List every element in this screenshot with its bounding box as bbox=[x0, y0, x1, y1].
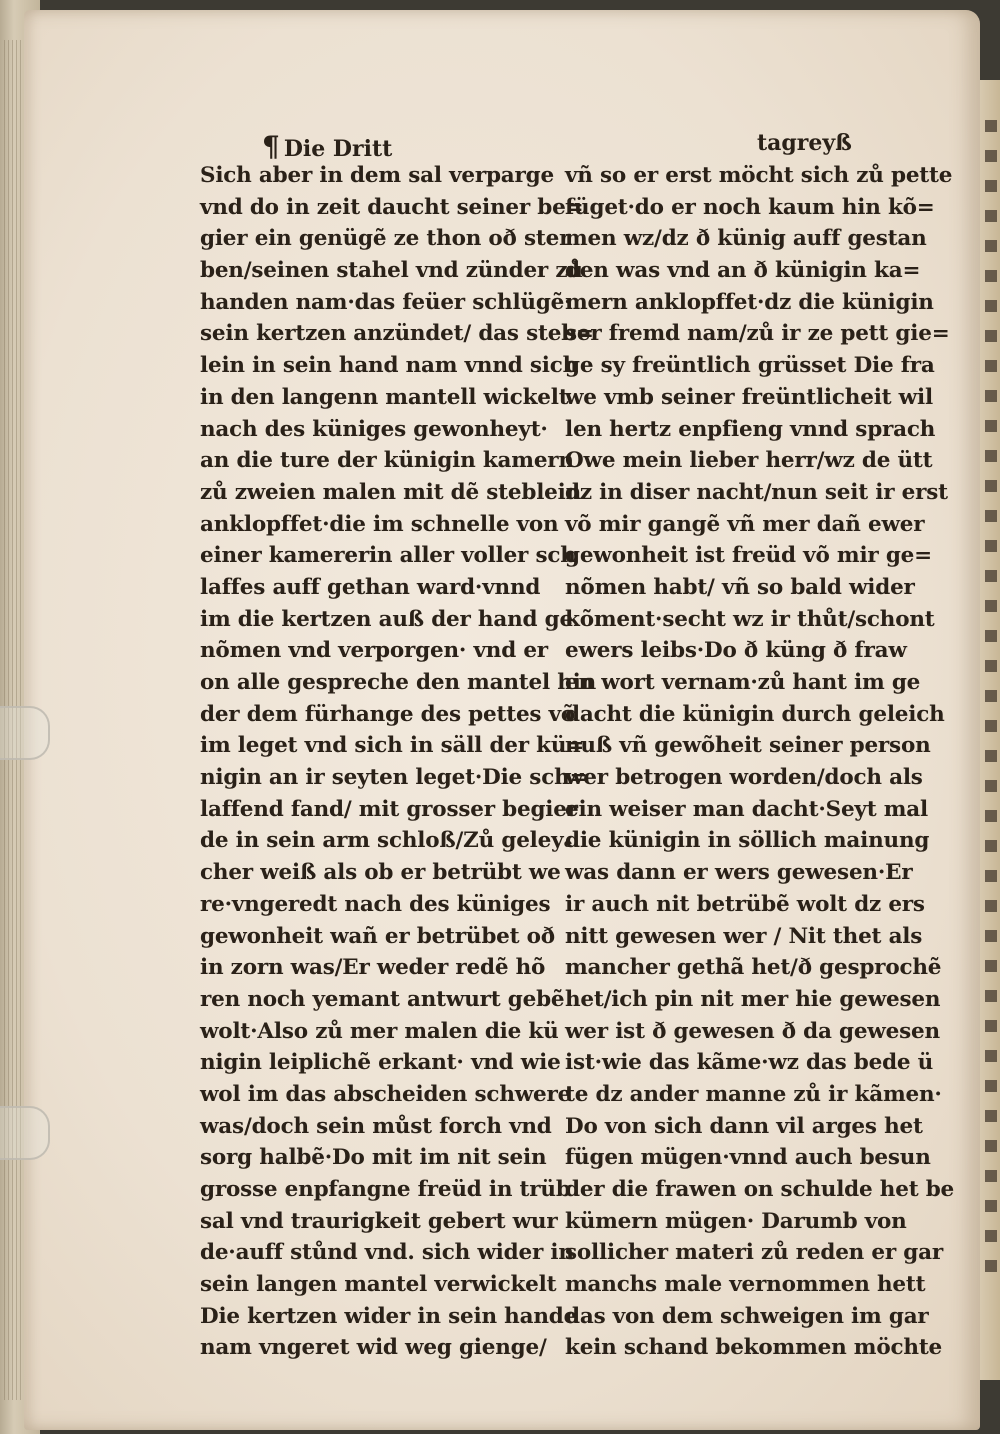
text-line: im leget vnd sich in säll der kü= bbox=[200, 733, 585, 759]
text-line: ren noch yemant antwurt gebẽ bbox=[200, 986, 565, 1012]
text-line: wer ist ð gewesen ð da gewesen bbox=[565, 1018, 940, 1044]
text-line: ge sy freüntlich grüsset Die fra bbox=[565, 353, 935, 379]
text-line: de in sein arm schloß/Zů geleyₑ bbox=[200, 828, 573, 854]
text-line: ben/seinen stahel vnd zünder zů bbox=[200, 258, 583, 284]
text-line: gewonheit wañ er betrübet oð bbox=[200, 923, 555, 949]
text-line: handen nam·das feüer schlügẽ· bbox=[200, 289, 572, 315]
text-line: dacht die künigin durch geleich bbox=[565, 701, 945, 727]
text-line: we vmb seiner freüntlicheit wil bbox=[565, 384, 933, 410]
text-line: gewonheit ist freüd võ mir ge= bbox=[565, 543, 932, 569]
text-line: wol im das abscheiden schwere bbox=[200, 1081, 572, 1107]
text-line: len hertz enpfieng vnnd sprach bbox=[565, 416, 936, 442]
text-line: Do von sich dann vil arges het bbox=[565, 1113, 923, 1139]
text-line: was/doch sein můst forch vnd bbox=[200, 1113, 552, 1139]
text-line: Die kertzen wider in sein hande bbox=[200, 1303, 578, 1329]
text-column-right bbox=[565, 160, 955, 1364]
text-line: nam vngeret wid weg gienge/ bbox=[200, 1335, 547, 1361]
text-line: in den langenn mantell wickelt bbox=[200, 384, 569, 410]
text-line: cher weiß als ob er betrübt we bbox=[200, 860, 561, 886]
pilcrow-mark: ¶ bbox=[262, 130, 280, 163]
text-line: nitt gewesen wer / Nit thet als bbox=[565, 923, 923, 949]
text-line: men wz/dz ð künig auff gestan bbox=[565, 226, 927, 252]
running-header-left bbox=[262, 130, 392, 163]
text-line: füget·do er noch kaum hin kõ= bbox=[565, 194, 935, 220]
text-line: vñ so er erst möcht sich zů pette bbox=[565, 163, 953, 188]
text-line: die künigin in söllich mainung bbox=[565, 828, 930, 854]
text-line: nõmen vnd verporgen· vnd er bbox=[200, 638, 548, 664]
text-line: an die ture der künigin kamern bbox=[200, 448, 574, 474]
text-line: kümern mügen· Darumb von bbox=[565, 1208, 907, 1234]
text-line: lein in sein hand nam vnnd sich bbox=[200, 353, 579, 379]
text-line: re·vngeredt nach des küniges bbox=[200, 891, 551, 917]
text-line: gier ein genügẽ ze thon oð ster bbox=[200, 226, 571, 252]
header-left-text: Die Dritt bbox=[283, 136, 393, 162]
text-line: den was vnd an ð künigin ka= bbox=[565, 258, 921, 284]
facing-page-text bbox=[985, 120, 997, 1280]
text-column-left bbox=[200, 160, 597, 1364]
text-line: was dann er wers gewesen·Er bbox=[565, 860, 913, 886]
text-line: sollicher materi zů reden er gar bbox=[565, 1240, 943, 1266]
text-line: te dz ander manne zů ir kãmen· bbox=[565, 1081, 942, 1107]
text-line: nigin an ir seyten leget·Die sch= bbox=[200, 765, 588, 791]
text-line: laffes auff gethan ward·vnnd bbox=[200, 574, 541, 600]
text-line: anklopffet·die im schnelle von bbox=[200, 511, 559, 537]
text-line: einer kamererin aller voller sch bbox=[200, 543, 576, 569]
text-line: fügen mügen·vnnd auch besun bbox=[565, 1145, 931, 1171]
text-line: ir auch nit betrübẽ wolt dz ers bbox=[565, 891, 925, 917]
text-line: het/ich pin nit mer hie gewesen bbox=[565, 986, 941, 1012]
text-line: im die kertzen auß der hand ge bbox=[200, 606, 573, 632]
text-line: on alle gespreche den mantel hin bbox=[200, 670, 597, 695]
text-line: Owe mein lieber herr/wz de ütt bbox=[565, 448, 933, 474]
text-line: wer betrogen worden/doch als bbox=[565, 765, 923, 791]
text-line: nuß vñ gewõheit seiner person bbox=[565, 733, 931, 759]
text-line: ein weiser man dacht·Seyt mal bbox=[565, 796, 928, 822]
text-line: manchs male vernommen hett bbox=[565, 1272, 926, 1298]
text-line: in zorn was/Er weder redẽ hõ bbox=[200, 955, 546, 981]
text-line: das von dem schweigen im gar bbox=[565, 1303, 929, 1329]
text-line: nach des küniges gewonheyt· bbox=[200, 416, 548, 442]
text-line: ist·wie das kãme·wz das bede ü bbox=[565, 1050, 934, 1076]
text-line: der dem fürhange des pettes võ bbox=[200, 701, 576, 727]
text-line: sein langen mantel verwickelt bbox=[200, 1272, 557, 1298]
text-line: sorg halbẽ·Do mit im nit sein bbox=[200, 1145, 547, 1171]
text-line: ser fremd nam/zů ir ze pett gie= bbox=[565, 321, 950, 347]
text-line: mancher gethã het/ð gesprochẽ bbox=[565, 955, 942, 981]
text-line: nõmen habt/ vñ so bald wider bbox=[565, 574, 915, 600]
text-line: grosse enpfangne freüd in trüb bbox=[200, 1177, 571, 1202]
text-line: der die frawen on schulde het be bbox=[565, 1177, 955, 1202]
text-line: laffend fand/ mit grosser begier bbox=[200, 796, 578, 822]
text-line: sal vnd traurigkeit gebert wur bbox=[200, 1208, 558, 1234]
text-line: zů zweien malen mit dẽ steblein bbox=[200, 479, 582, 505]
text-line: Sich aber in dem sal verparge bbox=[200, 163, 554, 188]
text-line: kein schand bekommen möchte bbox=[565, 1335, 943, 1361]
text-line: wolt·Also zů mer malen die kü bbox=[200, 1018, 559, 1044]
text-line: dz in diser nacht/nun seit ir erst bbox=[565, 479, 948, 505]
text-line: nigin leiplichẽ erkant· vnd wie bbox=[200, 1050, 561, 1076]
running-header-right: tagreyß bbox=[757, 130, 852, 156]
page-clip-lower bbox=[0, 1106, 50, 1160]
text-line: vnd do in zeit daucht seiner be= bbox=[200, 194, 584, 220]
page-clip-upper bbox=[0, 706, 50, 760]
text-line: kõment·secht wz ir thůt/schont bbox=[565, 606, 935, 632]
text-line: sein kertzen anzündet/ das steb= bbox=[200, 321, 594, 347]
text-line: mern anklopffet·dz die künigin bbox=[565, 289, 934, 315]
text-line: ewers leibs·Do ð küng ð fraw bbox=[565, 638, 907, 664]
text-line: en wort vernam·zů hant im ge bbox=[565, 670, 921, 695]
text-line: de·auff stůnd vnd. sich wider in bbox=[200, 1240, 574, 1266]
text-line: võ mir gangẽ vñ mer dañ ewer bbox=[565, 511, 925, 537]
